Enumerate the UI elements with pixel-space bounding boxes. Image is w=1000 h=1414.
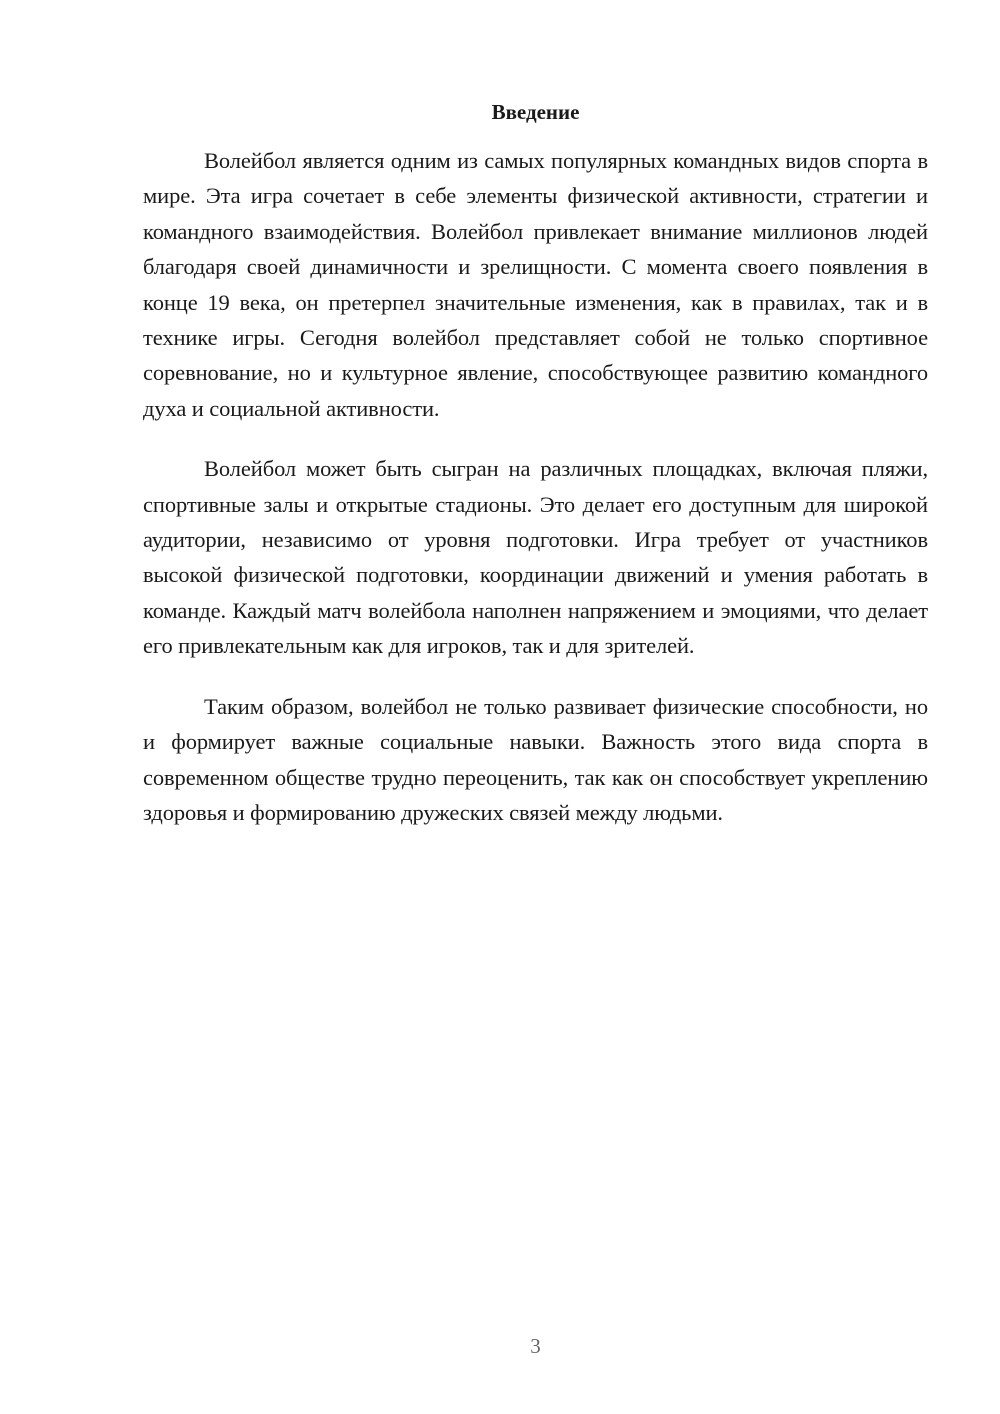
paragraph-2: Волейбол может быть сыгран на различных площадках, включая пляжи, спортивные залы и открытые стадионы. Это делает его доступным для широкой аудитории, независимо от уровня подготовки. Игра требует от участников высокой физической подготовки, координации движений и умения работать в команде. Каждый матч волейбола наполнен напряжением и эмоциями, что делает его привлекательным как для игроков, так и для зрителей. xyxy=(143,456,928,659)
section-title: Введение xyxy=(491,100,580,124)
document-body xyxy=(143,143,928,855)
page-number: 3 xyxy=(530,1334,541,1358)
paragraph-3: Таким образом, волейбол не только развивает физические способности, но и формирует важные социальные навыки. Важность этого вида спорта в современном обществе трудно переоценить, так как он способствует укреплению здоровья и формированию дружеских связей между людьми. xyxy=(143,693,928,825)
document-page xyxy=(143,0,928,1414)
paragraph-1: Волейбол является одним из самых популярных командных видов спорта в мире. Эта игра сочетает в себе элементы физической активности, стратегии и командного взаимодействия. Волейбол привлекает внимание миллионов людей благодаря своей динамичности и зрелищности. С момента своего появления в конце 19 века, он претерпел значительные изменения, как в правилах, так и в технике игры. Сегодня волейбол представляет собой не только спортивное соревнование, но и культурное явление, способствующее развитию командного духа и социальной активности. xyxy=(143,148,928,421)
